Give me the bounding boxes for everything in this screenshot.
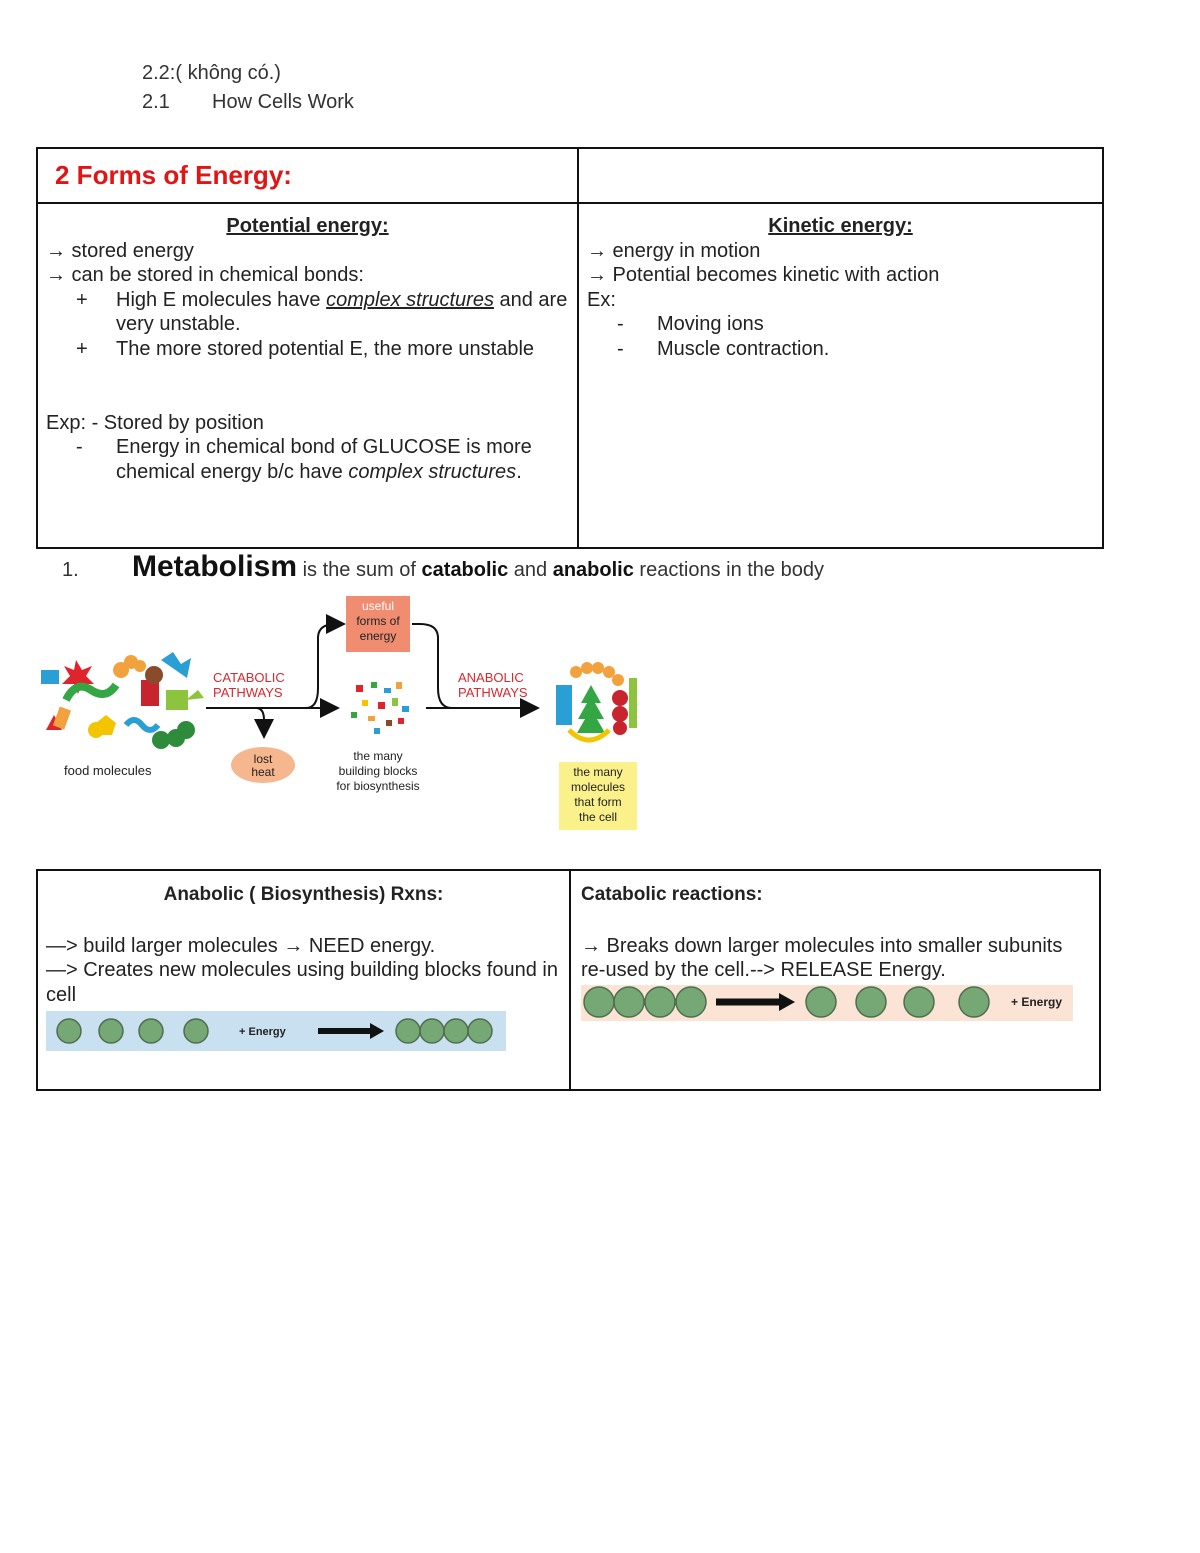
kinetic-energy-cell (578, 203, 1103, 548)
potential-bullet-2: + The more stored potential E, the more unstable (76, 337, 535, 360)
anabolic-molecules-strip (46, 1011, 506, 1051)
energy-out-arrow (306, 624, 342, 708)
lost-heat-label-2: heat (251, 765, 275, 779)
metabolism-diagram (36, 590, 646, 835)
catabolic-label-2: PATHWAYS (213, 685, 283, 700)
section-heading-2-1 (142, 91, 354, 114)
energy-table-title: 2 Forms of Energy: (55, 160, 292, 190)
potential-bullet-1: + High E molecules have complex structures and are very unstable. (76, 288, 568, 336)
kinetic-example-item-1: - Moving ions (617, 313, 764, 336)
useful-energy-label-2: forms of (356, 614, 400, 628)
catabolic-title: Catabolic reactions: (581, 884, 763, 905)
cell-molecules-label-1: the many (573, 765, 623, 779)
kinetic-line-2: → Potential becomes kinetic with action (587, 264, 940, 287)
catabolic-energy-label: + Energy (1011, 994, 1063, 1009)
energy-table-empty-cell (578, 148, 1103, 203)
building-blocks-label-3: for biosynthesis (336, 779, 420, 793)
potential-energy-header: Potential energy: (226, 215, 389, 237)
catabolic-line-1: → Breaks down larger molecules into smaller subunits re-used by the cell.--> RELEASE Energy. (581, 934, 1063, 982)
catabolic-label-1: CATABOLIC (213, 670, 285, 685)
cell-molecules-image (556, 662, 637, 740)
metabolism-definition: 1. Metabolism is the sum of catabolic and anabolic reactions in the body (62, 550, 824, 583)
food-molecules-label: food molecules (64, 763, 152, 778)
useful-energy-label-3: energy (359, 629, 397, 643)
anabolic-cell (37, 870, 570, 1090)
energy-in-arrow (412, 624, 452, 708)
anabolic-line-2: —> Creates new molecules using building blocks found in cell (46, 959, 558, 1006)
heat-arrow (256, 708, 264, 735)
energy-forms-table (36, 147, 1104, 549)
catabolic-molecules-strip (581, 985, 1073, 1021)
cell-molecules-label-2: molecules (570, 780, 626, 794)
anabolic-label-1: ANABOLIC (458, 670, 524, 685)
building-blocks-label-2: building blocks (338, 764, 418, 778)
potential-line-2: → can be stored in chemical bonds: (46, 264, 364, 287)
anabolic-line-1: —> build larger molecules → NEED energy. (46, 934, 436, 957)
list-number: 1. (62, 559, 79, 581)
potential-energy-cell (37, 203, 578, 548)
kinetic-energy-header: Kinetic energy: (768, 215, 913, 237)
section-heading-2-2: 2.2:( không có.) (142, 62, 281, 84)
cell-molecules-label-4: the cell (578, 810, 618, 824)
potential-example-item: - Energy in chemical bond of GLUCOSE is more chemical energy b/c have complex structures. (76, 436, 532, 483)
cell-molecules-label-3: that form (574, 795, 622, 809)
kinetic-example-item-2: - Muscle contraction. (617, 337, 830, 360)
section-number: 2.1 (142, 91, 170, 113)
reactions-table (36, 869, 1101, 1091)
kinetic-line-1: → energy in motion (587, 239, 761, 262)
metabolism-word: Metabolism (132, 550, 298, 583)
potential-example: Exp: - Stored by position (46, 411, 264, 434)
potential-line-1: → stored energy (46, 239, 194, 262)
section-title: How Cells Work (212, 91, 354, 113)
anabolic-energy-label: + Energy (239, 1026, 286, 1039)
anabolic-title: Anabolic ( Biosynthesis) Rxns: (163, 884, 444, 905)
lost-heat-label-1: lost (253, 752, 273, 766)
building-blocks-image (351, 682, 409, 734)
energy-table-title-cell (37, 148, 578, 203)
useful-energy-label-1: useful (361, 599, 395, 613)
anabolic-label-2: PATHWAYS (458, 685, 528, 700)
kinetic-example: Ex: (587, 288, 616, 311)
building-blocks-label-1: the many (353, 749, 403, 763)
food-molecules-image (41, 652, 204, 749)
catabolic-cell (570, 870, 1100, 1090)
